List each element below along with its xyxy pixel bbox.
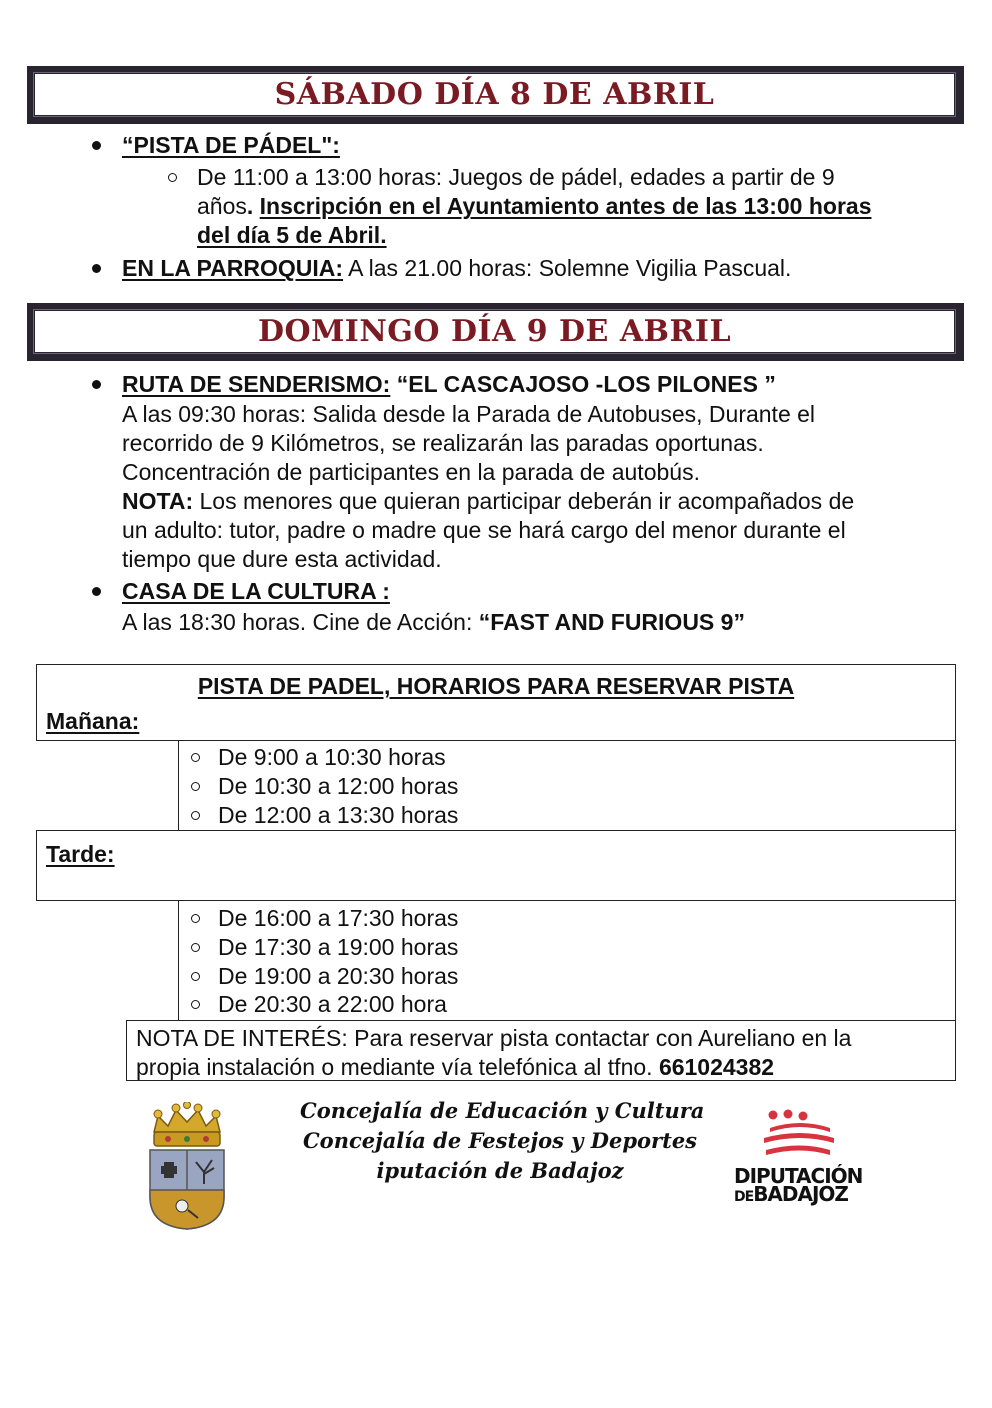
culture-line: [122, 608, 745, 637]
afternoon-label: Tarde:: [46, 841, 115, 867]
sub-bullet: [191, 811, 200, 820]
afternoon-slot: De 20:30 a 22:00 hora: [218, 991, 447, 1017]
saturday-banner: [27, 66, 964, 124]
culture-heading: CASA DE LA CULTURA :: [122, 578, 390, 604]
parish-text: A las 21.00 horas: Solemne Vigilia Pascual.: [343, 255, 792, 281]
morning-slot: De 9:00 a 10:30 horas: [218, 744, 446, 770]
diputacion-de: DE: [734, 1189, 754, 1205]
footer-line2: Concejalía de Festejos y Deportes: [302, 1128, 698, 1153]
padel-line1: De 11:00 a 13:00 horas: Juegos de pádel, edades a partir de 9: [197, 164, 835, 190]
hike-note-line2: un adulto: tutor, padre o madre que se hará cargo del menor durante el: [122, 517, 846, 543]
morning-slot: De 10:30 a 12:00 horas: [218, 773, 459, 799]
padel-registration: Inscripción en el Ayuntamiento antes de las 13:00 horas: [259, 193, 872, 219]
morning-slot: De 12:00 a 13:30 horas: [218, 802, 459, 828]
sub-bullet: [191, 972, 200, 981]
padel-line2-dot: .: [246, 193, 260, 219]
schedule-title: PISTA DE PADEL, HORARIOS PARA RESERVAR PISTA: [197, 673, 795, 699]
padel-heading: “PISTA DE PÁDEL":: [122, 132, 340, 158]
sunday-title: DOMINGO DÍA 9 DE ABRIL: [257, 314, 732, 349]
footer-line3: iputación de Badajoz: [376, 1158, 624, 1183]
diputacion-text-line1: DIPUTACIÓN: [734, 1164, 863, 1188]
bullet: [92, 380, 101, 389]
hike-note-label: NOTA:: [122, 488, 194, 514]
padel-deadline: del día 5 de Abril.: [197, 222, 387, 248]
parish-line: [122, 254, 791, 283]
diputacion-badajoz: BADAJOZ: [753, 1182, 848, 1206]
hike-line2: recorrido de 9 Kilómetros, se realizarán las paradas oportunas.: [122, 430, 764, 456]
padel-line2: [197, 192, 871, 221]
booking-note-line1: NOTA DE INTERÉS: Para reservar pista contactar con Aureliano en la: [136, 1025, 852, 1051]
sub-bullet: [191, 782, 200, 791]
hike-heading-line: [122, 370, 776, 399]
padel-line2-text: años: [197, 193, 247, 219]
afternoon-slot: De 17:30 a 19:00 horas: [218, 934, 459, 960]
afternoon-slot: De 16:00 a 17:30 horas: [218, 905, 459, 931]
hike-line3: Concentración de participantes en la parada de autobús.: [122, 459, 700, 485]
morning-label: Mañana:: [46, 708, 140, 734]
sunday-banner: [27, 303, 964, 361]
diputacion-badajoz-logo: [730, 1108, 870, 1208]
hike-note-line3: tiempo que dure esta actividad.: [122, 546, 442, 572]
diputacion-text-line2: [734, 1184, 848, 1207]
sub-bullet: [168, 173, 177, 182]
footer-line1: Concejalía de Educación y Cultura: [300, 1098, 705, 1123]
saturday-title: SÁBADO DÍA 8 DE ABRIL: [274, 77, 715, 112]
bullet: [92, 587, 101, 596]
town-coat-of-arms: [144, 1102, 230, 1230]
hike-line1: A las 09:30 horas: Salida desde la Parada de Autobuses, Durante el: [122, 401, 816, 427]
afternoon-slot: De 19:00 a 20:30 horas: [218, 963, 459, 989]
booking-note-text: propia instalación o mediante vía telefónica al tfno.: [136, 1054, 659, 1080]
hike-note-line1: [122, 487, 854, 516]
bullet: [92, 264, 101, 273]
parish-heading: EN LA PARROQUIA:: [122, 255, 344, 281]
sub-bullet: [191, 943, 200, 952]
phone-number: 661024382: [658, 1054, 775, 1080]
hike-heading: RUTA DE SENDERISMO:: [122, 371, 391, 397]
bullet: [92, 141, 101, 150]
sub-bullet: [191, 753, 200, 762]
booking-note-line2: [136, 1053, 774, 1082]
afternoon-label-box: [36, 830, 956, 901]
culture-text: A las 18:30 horas. Cine de Acción:: [122, 609, 479, 635]
sub-bullet: [191, 914, 200, 923]
hike-route: “EL CASCAJOSO -LOS PILONES ”: [390, 371, 776, 397]
hike-note-text: Los menores que quieran participar deberán ir acompañados de: [193, 488, 855, 514]
sub-bullet: [191, 1000, 200, 1009]
culture-film: “FAST AND FURIOUS 9”: [478, 609, 745, 635]
